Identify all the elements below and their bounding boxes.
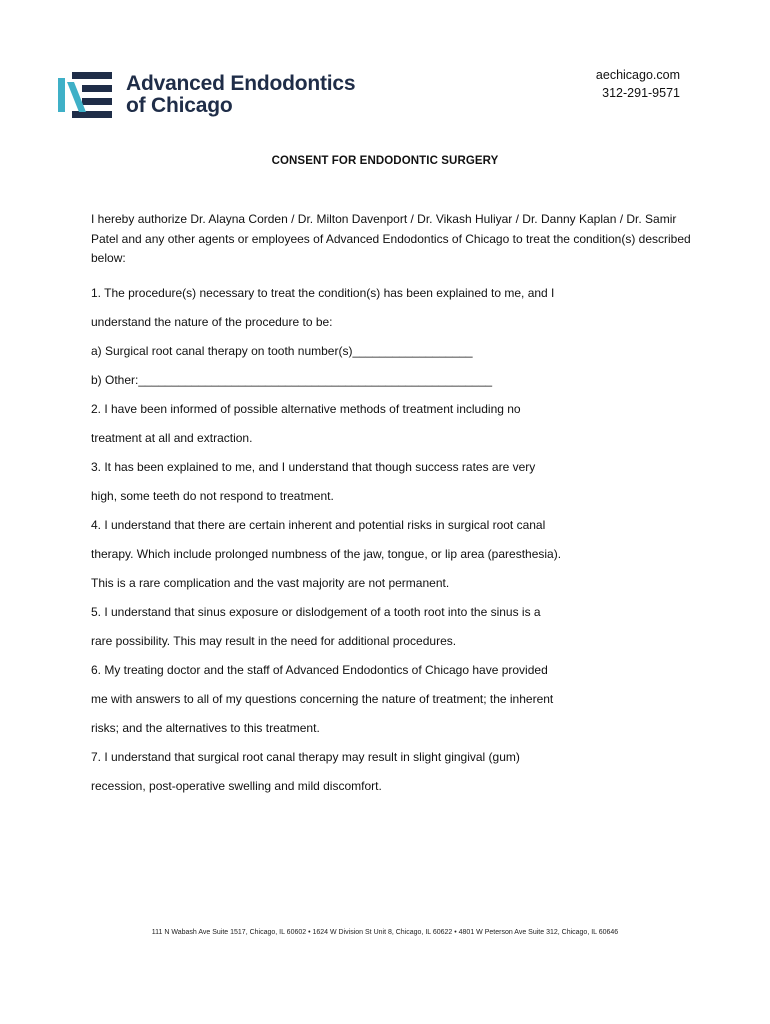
statement-2-line-2: treatment at all and extraction. [91,430,253,445]
statement-6-line-3: risks; and the alternatives to this treatment. [91,720,320,735]
statement-2-line-1: 2. I have been informed of possible alternative methods of treatment including no [91,401,521,416]
logo-wordmark [126,73,355,117]
logo-line-1: Advanced Endodontics [126,72,356,95]
tooth-number-field: a) Surgical root canal therapy on tooth number(s)__________________ [91,343,473,358]
statement-5-line-2: rare possibility. This may result in the need for additional procedures. [91,633,457,648]
statement-7-line-1: 7. I understand that surgical root canal therapy may result in slight gingival (gum) [91,749,520,764]
document-title: CONSENT FOR ENDODONTIC SURGERY [271,155,499,167]
statement-3-line-1: 3. It has been explained to me, and I understand that though success rates are very [91,459,536,474]
statement-1-line-1: 1. The procedure(s) necessary to treat the condition(s) has been explained to me, and I [91,285,555,300]
footer-addresses: 111 N Wabash Ave Suite 1517, Chicago, IL 60602 • 1624 W Division St Unit 8, Chicago, IL 60622 • 4801 W Peterson Ave Suite 312, Chicago, IL 60646 [151,929,619,936]
logo-mark-icon [58,72,112,118]
other-procedure-field: b) Other:_____________________________________________________ [91,372,493,387]
statement-1-line-2: understand the nature of the procedure to be: [91,314,333,329]
statement-4-line-2: therapy. Which include prolonged numbness of the jaw, tongue, or lip area (paresthesia). [91,546,562,561]
statement-5-line-1: 5. I understand that sinus exposure or dislodgement of a tooth root into the sinus is a [91,604,541,619]
statement-6-line-2: me with answers to all of my questions concerning the nature of treatment; the inherent [91,691,554,706]
statement-4-line-1: 4. I understand that there are certain inherent and potential risks in surgical root canal [91,517,546,532]
statement-6-line-1: 6. My treating doctor and the staff of Advanced Endodontics of Chicago have provided [91,662,548,677]
website-text: aechicago.com [595,68,680,82]
practice-logo [58,72,355,118]
logo-line-2: of Chicago [126,94,233,117]
contact-info [596,66,680,102]
statement-3-line-2: high, some teeth do not respond to treatment. [91,488,334,503]
statement-4-line-3: This is a rare complication and the vast majority are not permanent. [91,575,450,590]
statement-7-line-2: recession, post-operative swelling and mild discomfort. [91,778,382,793]
intro-paragraph: I hereby authorize Dr. Alayna Corden / Dr. Milton Davenport / Dr. Vikash Huliyar / Dr. Danny Kaplan / Dr. Samir Patel and any other agents or employees of Advanced Endodontics of Chicago to treat the condition(s) described below: [91,212,691,265]
consent-body [91,210,691,801]
phone-text: 312-291-9571 [602,86,680,100]
